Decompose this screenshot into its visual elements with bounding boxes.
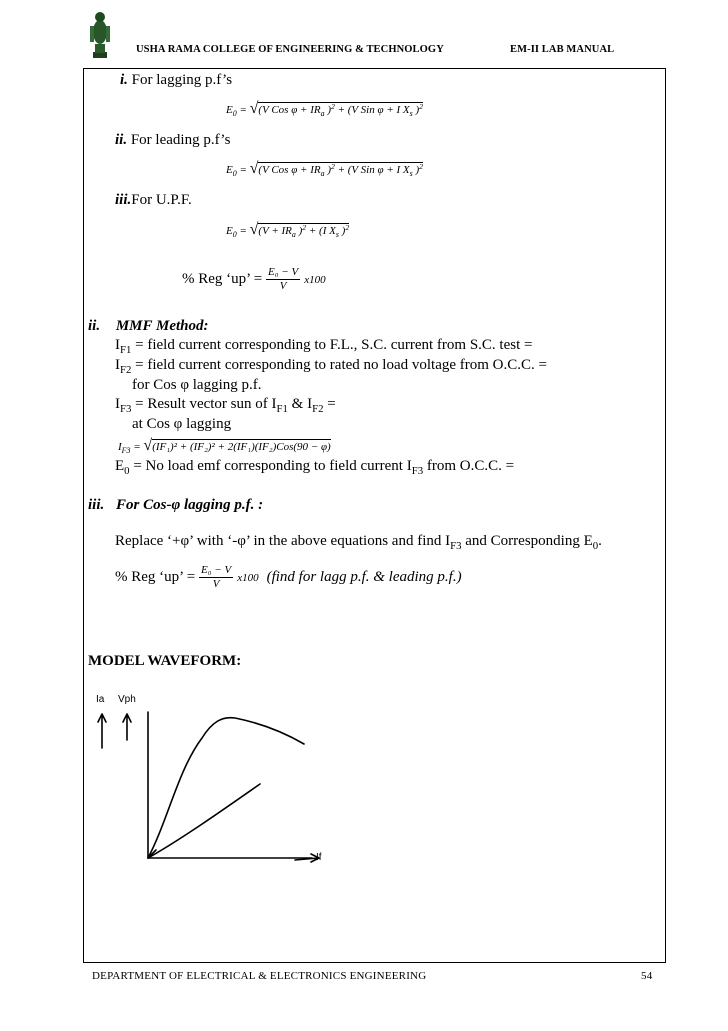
eq-upf: $E_0 = √(V + IR_a$ )$^2$ + (I $X_s$ )$^2$ [226,221,350,239]
label-vph: Vph [118,694,136,705]
mmf-if2-cont: for Cos φ lagging p.f. [132,377,262,393]
model-waveform-plot [90,700,340,885]
header-college: USHA RAMA COLLEGE OF ENGINEERING & TECHNOLOGY [136,44,444,55]
header-manual: EM-II LAB MANUAL [510,44,615,55]
mmf-if2-line: $I_{F2}$ = field current corresponding to rated no load voltage from O.C.C. = [115,357,547,376]
footer-page-number: 54 [641,970,653,982]
mmf-if3-cont: at Cos φ lagging [132,416,232,432]
leading-heading: ii. For leading p.f’s [115,132,231,148]
upf-heading: iii.For U.P.F. [115,192,192,208]
lagging-heading: i. For lagging p.f’s [120,72,233,88]
footer-dept: DEPARTMENT OF ELECTRICAL & ELECTRONICS ENGINEERING [92,970,427,982]
reg-formula-emf: % Reg ‘up’ = $\frac{\text{E₀ − V}}{V}$ x100 [182,266,326,292]
label-ia: Ia [96,694,105,705]
occ-curve [148,718,304,858]
mmf-e0-line: $E_0 = No$ load emf corresponding to field current $I_{F3}$ from O.C.C. = [115,458,515,477]
reg-formula-cos: % Reg ‘up’ = $\frac{\text{E₀ − V}}{V}$ x100 (find for lagg p.f. & leading p.f.) [115,564,462,590]
cos-replace-line: Replace ‘+φ’ with ‘-φ’ in the above equations and find $I_{F3}$ and Corresponding $E_0$. [115,533,602,552]
mmf-if3-formula: $I_{F3} = √(IF_1)^2 + (IF_2)^2 + 2(IF_1)(IF_2)Cos(90 - \varphi)$ [118,437,331,455]
cos-heading: iii. For Cos-φ lagging p.f. : [88,497,264,513]
ia-arrow-icon [98,714,106,748]
mmf-heading: ii. MMF Method: [88,318,209,334]
mmf-if1-line: $I_{F1}$ = field current corresponding to F.L., S.C. current from S.C. test = [115,337,533,356]
waveform-heading: MODEL WAVEFORM: [88,653,242,669]
mmf-if3-line: $I_{F3}$ = Result vector sun of $I_{F1}$ & $I_{F2}$ = [115,396,336,415]
vph-arrow-icon [123,714,131,740]
eq-leading: $E_0 = √(V$ Cos $\varphi + IR_a$ )$^2$ + (V Sin φ + I $X_s$ )$^2$ [226,160,423,178]
college-logo [88,8,112,60]
eq-lagging: $E_0 = √(V$ Cos $\varphi + IR_a$ )$^2$ + (V Sin φ + I $X_s$ )$^2$ [226,100,423,118]
label-if: If [316,852,322,863]
